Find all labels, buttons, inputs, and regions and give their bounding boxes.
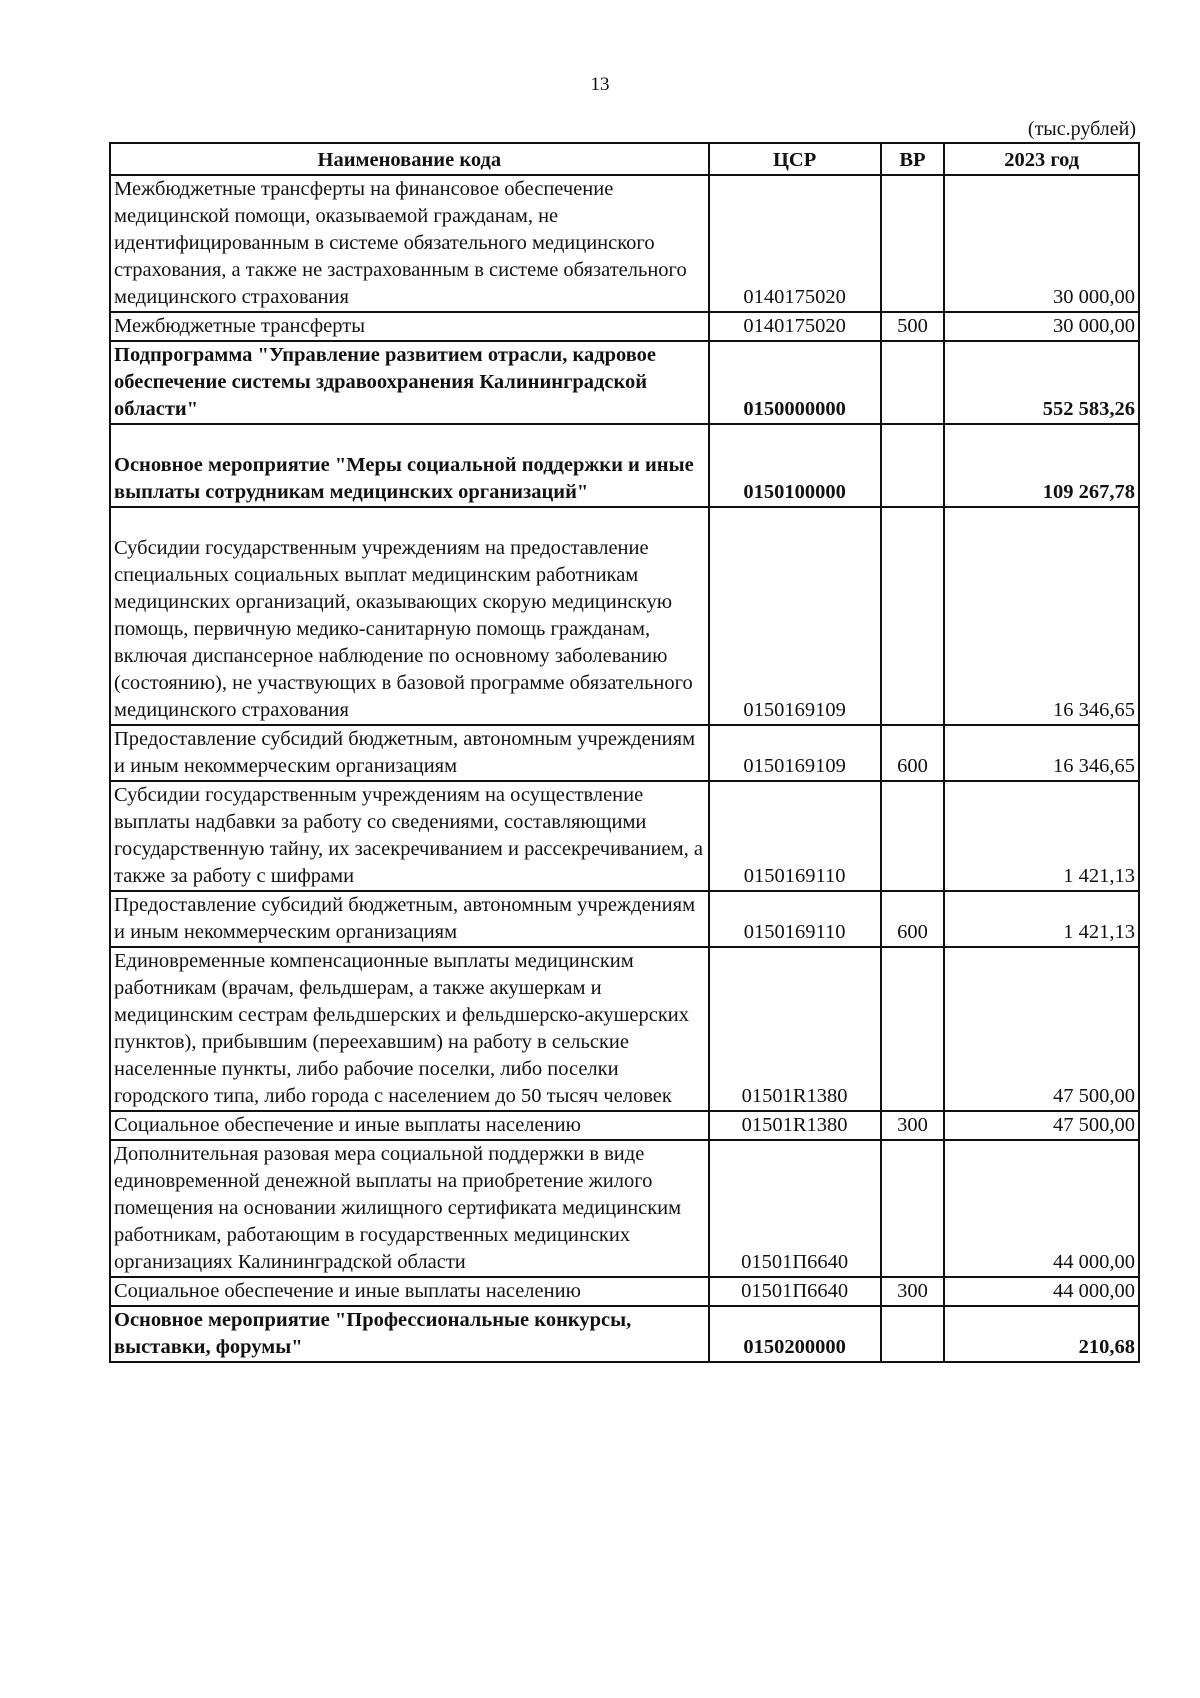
- table-row: [110, 891, 1139, 947]
- row-vr: 600: [881, 891, 945, 947]
- table-row-subprogram: [110, 341, 1139, 424]
- row-sum: 552 583,26: [944, 341, 1139, 424]
- row-vr: [881, 507, 945, 725]
- row-csr: 0140175020: [709, 312, 881, 341]
- table-row: [110, 1111, 1139, 1140]
- row-csr: 0150100000: [709, 424, 881, 507]
- row-name: Субсидии государственным учреждениям на предоставление специальных социальных выплат медицинским работникам медицинских организаций, оказывающих скорую медицинскую помощь, первичную медико-санитарную помощь гражданам, включая диспансерное наблюдение по основному заболеванию (состоянию), не участвующих в базовой программе обязательного медицинского страхования: [110, 507, 709, 725]
- row-sum: 210,68: [944, 1306, 1139, 1362]
- row-name: Предоставление субсидий бюджетным, автономным учреждениям и иным некоммерческим организациям: [110, 725, 709, 781]
- row-sum: 47 500,00: [944, 1111, 1139, 1140]
- table-header-row: [110, 143, 1139, 175]
- row-sum: 44 000,00: [944, 1140, 1139, 1277]
- row-sum: 109 267,78: [944, 424, 1139, 507]
- table-row-main-activity: [110, 424, 1139, 507]
- row-csr: 0150200000: [709, 1306, 881, 1362]
- row-name: Предоставление субсидий бюджетным, автономным учреждениям и иным некоммерческим организациям: [110, 891, 709, 947]
- row-name: Социальное обеспечение и иные выплаты населению: [110, 1277, 709, 1306]
- row-sum: 30 000,00: [944, 175, 1139, 312]
- row-name: Субсидии государственным учреждениям на осуществление выплаты надбавки за работу со сведениями, составляющими государственную тайну, их засекречиванием и рассекречиванием, а также за работу с шифрами: [110, 781, 709, 891]
- table-row: [110, 1277, 1139, 1306]
- row-csr: 0150169110: [709, 781, 881, 891]
- row-vr: [881, 341, 945, 424]
- table-row: [110, 312, 1139, 341]
- table-row: [110, 947, 1139, 1111]
- row-name: Дополнительная разовая мера социальной поддержки в виде единовременной денежной выплаты на приобретение жилого помещения на основании жилищного сертификата медицинским работникам, работающим в государственных медицинских организациях Калининградской области: [110, 1140, 709, 1277]
- header-csr: ЦСР: [709, 143, 881, 175]
- table-row: [110, 725, 1139, 781]
- row-vr: [881, 175, 945, 312]
- row-sum: 16 346,65: [944, 725, 1139, 781]
- row-vr: 300: [881, 1111, 945, 1140]
- row-name: Межбюджетные трансферты на финансовое обеспечение медицинской помощи, оказываемой гражданам, не идентифицированным в системе обязательного медицинского страхования, а также не застрахованным в системе обязательного медицинского страхования: [110, 175, 709, 312]
- budget-table: [109, 142, 1140, 1363]
- row-name: Основное мероприятие "Профессиональные конкурсы, выставки, форумы": [110, 1306, 709, 1362]
- table-row: [110, 781, 1139, 891]
- row-sum: 30 000,00: [944, 312, 1139, 341]
- row-sum: 44 000,00: [944, 1277, 1139, 1306]
- row-csr: 0150169110: [709, 891, 881, 947]
- table-row: [110, 175, 1139, 312]
- row-sum: 1 421,13: [944, 891, 1139, 947]
- row-sum: 16 346,65: [944, 507, 1139, 725]
- row-vr: 300: [881, 1277, 945, 1306]
- page-number: 13: [590, 74, 610, 95]
- row-vr: [881, 947, 945, 1111]
- header-vr: ВР: [881, 143, 945, 175]
- row-csr: 01501R1380: [709, 1111, 881, 1140]
- row-name: Межбюджетные трансферты: [110, 312, 709, 341]
- row-name: Подпрограмма "Управление развитием отрасли, кадровое обеспечение системы здравоохранения Калининградской области": [110, 341, 709, 424]
- row-name: Основное мероприятие "Меры социальной поддержки и иные выплаты сотрудникам медицинских организаций": [110, 424, 709, 507]
- row-vr: 600: [881, 725, 945, 781]
- row-csr: 01501П6640: [709, 1140, 881, 1277]
- units-label: (тыс.рублей): [1027, 118, 1136, 140]
- row-csr: 0150169109: [709, 507, 881, 725]
- row-sum: 1 421,13: [944, 781, 1139, 891]
- row-name: Единовременные компенсационные выплаты медицинским работникам (врачам, фельдшерам, а также акушеркам и медицинским сестрам фельдшерских и фельдшерско-акушерских пунктов), прибывшим (переехавшим) на работу в сельские населенные пункты, либо рабочие поселки, либо поселки городского типа, либо города с населением до 50 тысяч человек: [110, 947, 709, 1111]
- row-vr: [881, 424, 945, 507]
- header-name: Наименование кода: [110, 143, 709, 175]
- row-csr: 0140175020: [709, 175, 881, 312]
- header-year: 2023 год: [944, 143, 1139, 175]
- table-row: [110, 1140, 1139, 1277]
- table-row: [110, 507, 1139, 725]
- row-vr: [881, 1306, 945, 1362]
- row-vr: 500: [881, 312, 945, 341]
- row-csr: 0150169109: [709, 725, 881, 781]
- row-name: Социальное обеспечение и иные выплаты населению: [110, 1111, 709, 1140]
- row-csr: 0150000000: [709, 341, 881, 424]
- row-csr: 01501R1380: [709, 947, 881, 1111]
- row-csr: 01501П6640: [709, 1277, 881, 1306]
- row-vr: [881, 781, 945, 891]
- row-sum: 47 500,00: [944, 947, 1139, 1111]
- row-vr: [881, 1140, 945, 1277]
- table-row-main-activity: [110, 1306, 1139, 1362]
